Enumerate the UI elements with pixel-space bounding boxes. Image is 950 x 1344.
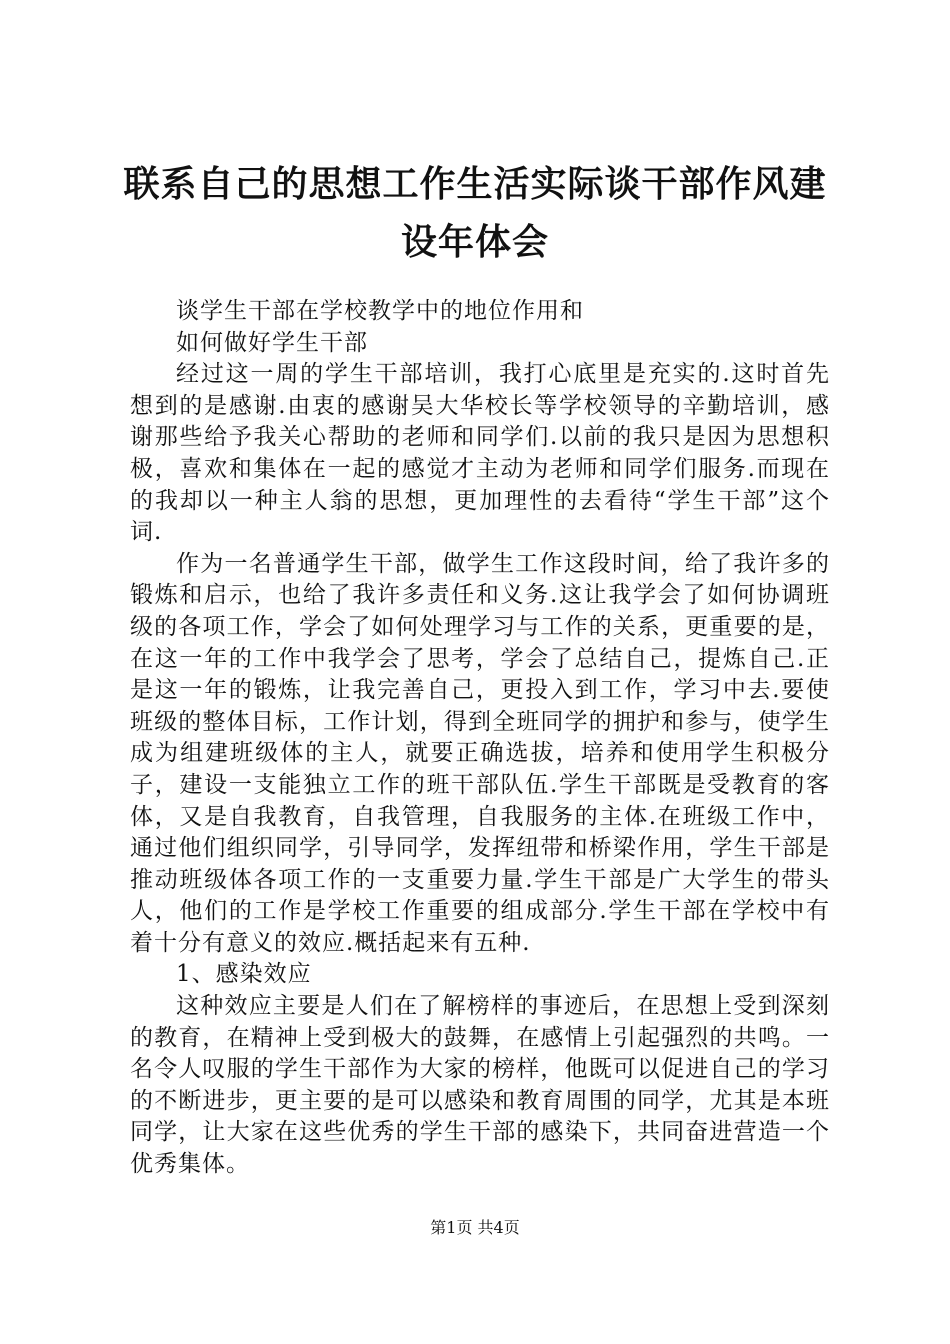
document-title: 联系自己的思想工作生活实际谈干部作风建设年体会 bbox=[123, 164, 827, 263]
document-body bbox=[130, 296, 830, 1181]
subtitle-line-1: 谈学生干部在学校教学中的地位作用和 bbox=[176, 298, 584, 324]
paragraph-student-cadre-role: 作为一名普通学生干部，做学生工作这段时间，给了我许多的锻炼和启示，也给了我许多责任和义务.这让我学会了如何协调班级的各项工作，学会了如何处理学习与工作的关系，更重要的是，在这一年的工作中我学会了思考，学会了总结自己，提炼自己.正是这一年的锻炼，让我完善自己，更投入到工作，学习中去.要使班级的整体目标，工作计划，得到全班同学的拥护和参与，使学生成为组建班级体的主人，就要正确选拔，培养和使用学生积极分子，建设一支能独立工作的班干部队伍.学生干部既是受教育的客体，又是自我教育，自我管理，自我服务的主体.在班级工作中，通过他们组织同学，引导同学，发挥纽带和桥梁作用，学生干部是推动班级体各项工作的一支重要力量.学生干部是广大学生的带头人，他们的工作是学校工作重要的组成部分.学生干部在学校中有着十分有意义的效应.概括起来有五种. bbox=[130, 550, 830, 956]
subtitle-line-2: 如何做好学生干部 bbox=[176, 329, 368, 356]
paragraph-training-reflection: 经过这一周的学生干部培训，我打心底里是充实的.这时首先想到的是感谢.由衷的感谢吴大华校长等学校领导的辛勤培训，感谢那些给予我关心帮助的老师和同学们.以前的我只是因为思想积极，喜欢和集体在一起的感觉才主动为老师和同学们服务.而现在的我却以一种主人翁的思想，更加理性的去看待“学生干部”这个词. bbox=[130, 361, 830, 546]
paragraph-infection-effect: 这种效应主要是人们在了解榜样的事迹后，在思想上受到深刻的教育，在精神上受到极大的鼓舞，在感情上引起强烈的共鸣。一名令人叹服的学生干部作为大家的榜样，他既可以促进自己的学习的不断进步，更主要的是可以感染和教育周围的同学，尤其是本班同学，让大家在这些优秀的学生干部的感染下，共同奋进营造一个优秀集体。 bbox=[130, 993, 830, 1178]
section-heading-infection-effect: 1、感染效应 bbox=[176, 961, 312, 988]
page-number-footer: 第1页 共4页 bbox=[430, 1218, 520, 1237]
